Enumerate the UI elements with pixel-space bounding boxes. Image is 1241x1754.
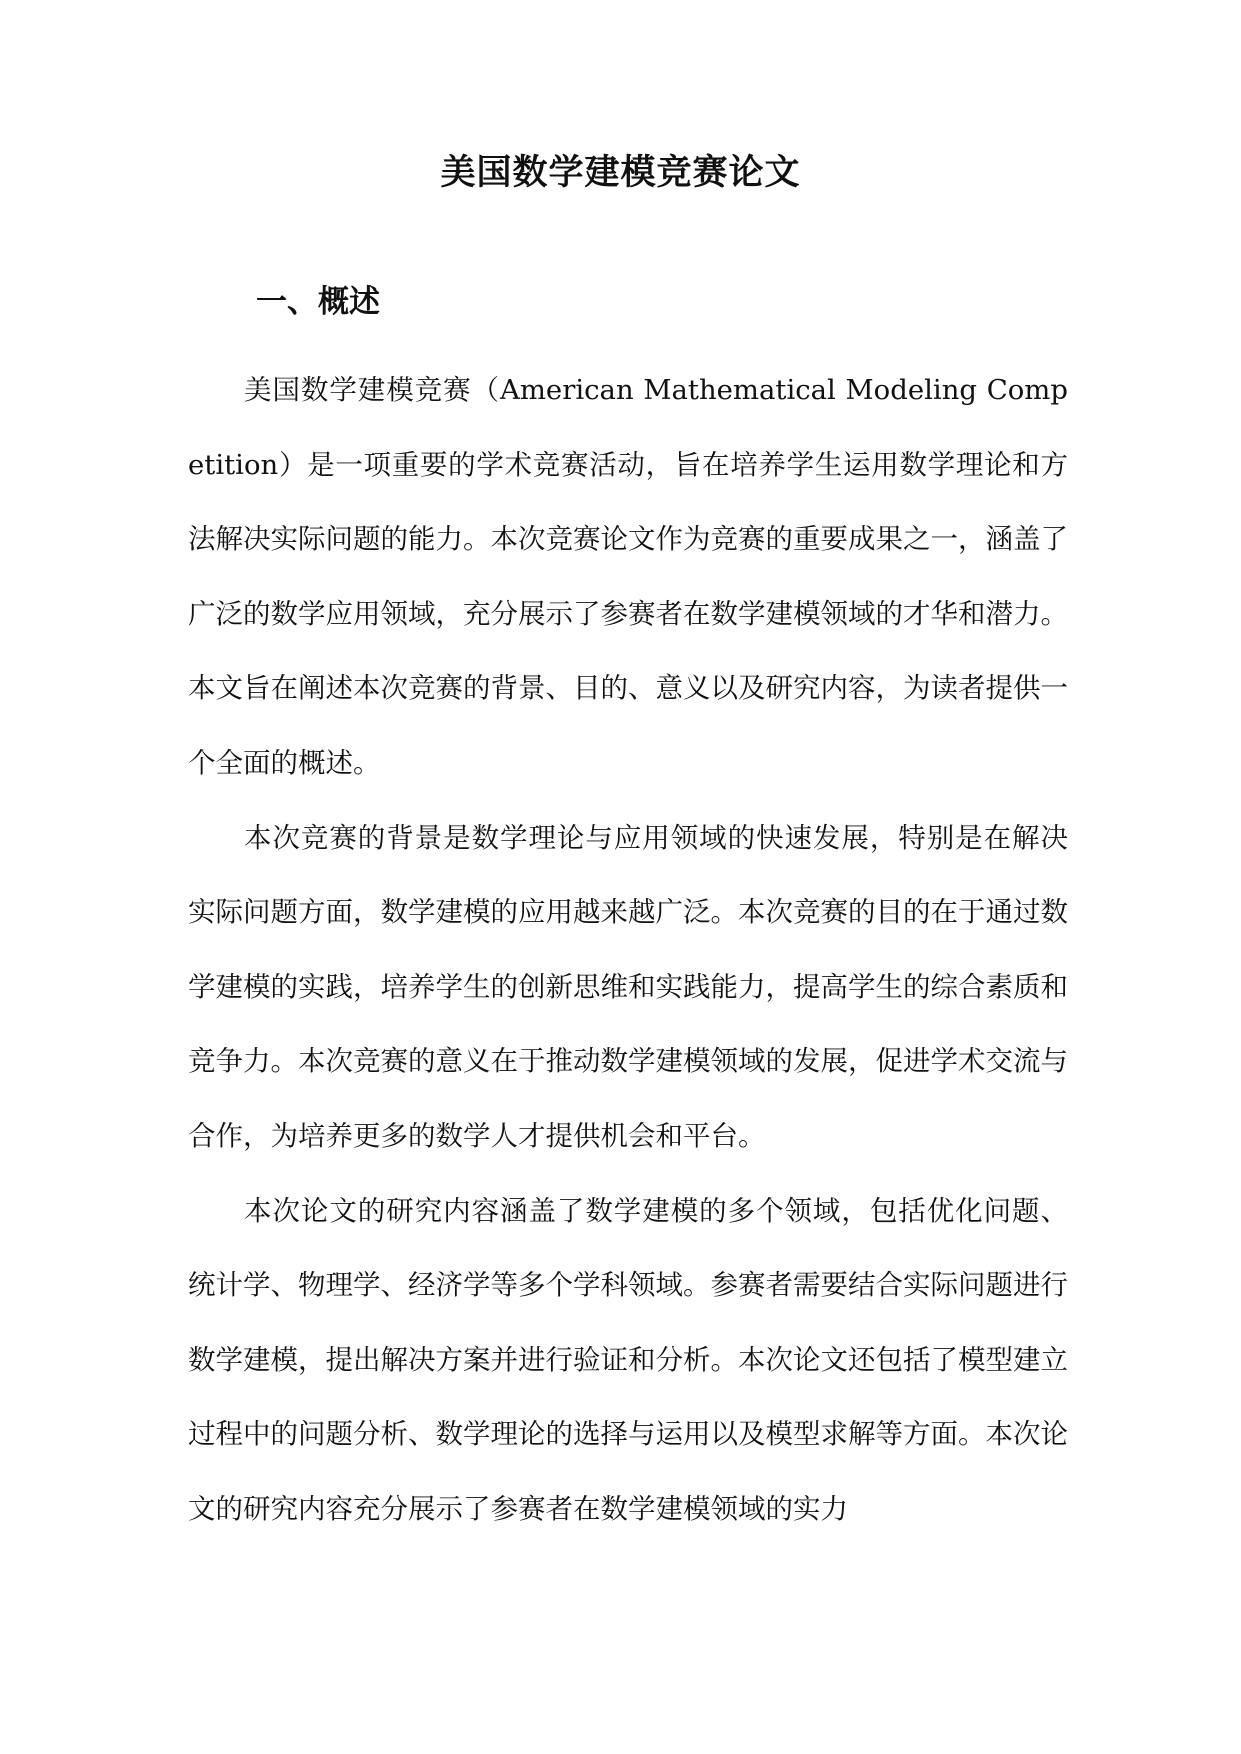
section-body bbox=[188, 353, 1068, 1547]
paragraph-1: 美国数学建模竞赛（American Mathematical Modeling Competition）是一项重要的学术竞赛活动，旨在培养学生运用数学理论和方法解决实际问题的能力。本次竞赛论文作为竞赛的重要成果之一，涵盖了广泛的数学应用领域，充分展示了参赛者在数学建模领域的才华和潜力。本文旨在阐述本次竞赛的背景、目的、意义以及研究内容，为读者提供一个全面的概述。 bbox=[188, 374, 1068, 779]
paragraph-3: 本次论文的研究内容涵盖了数学建模的多个领域，包括优化问题、统计学、物理学、经济学等多个学科领域。参赛者需要结合实际问题进行数学建模，提出解决方案并进行验证和分析。本次论文还包括了模型建立过程中的问题分析、数学理论的选择与运用以及模型求解等方面。本次论文的研究内容充分展示了参赛者在数学建模领域的实力 bbox=[188, 1194, 1068, 1525]
section-heading: 一、概述 bbox=[256, 284, 380, 320]
document-title: 美国数学建模竞赛论文 bbox=[440, 153, 801, 193]
paragraph-2: 本次竞赛的背景是数学理论与应用领域的快速发展，特别是在解决实际问题方面，数学建模的应用越来越广泛。本次竞赛的目的在于通过数学建模的实践，培养学生的创新思维和实践能力，提高学生的综合素质和竞争力。本次竞赛的意义在于推动数学建模领域的发展，促进学术交流与合作，为培养更多的数学人才提供机会和平台。 bbox=[188, 821, 1068, 1152]
